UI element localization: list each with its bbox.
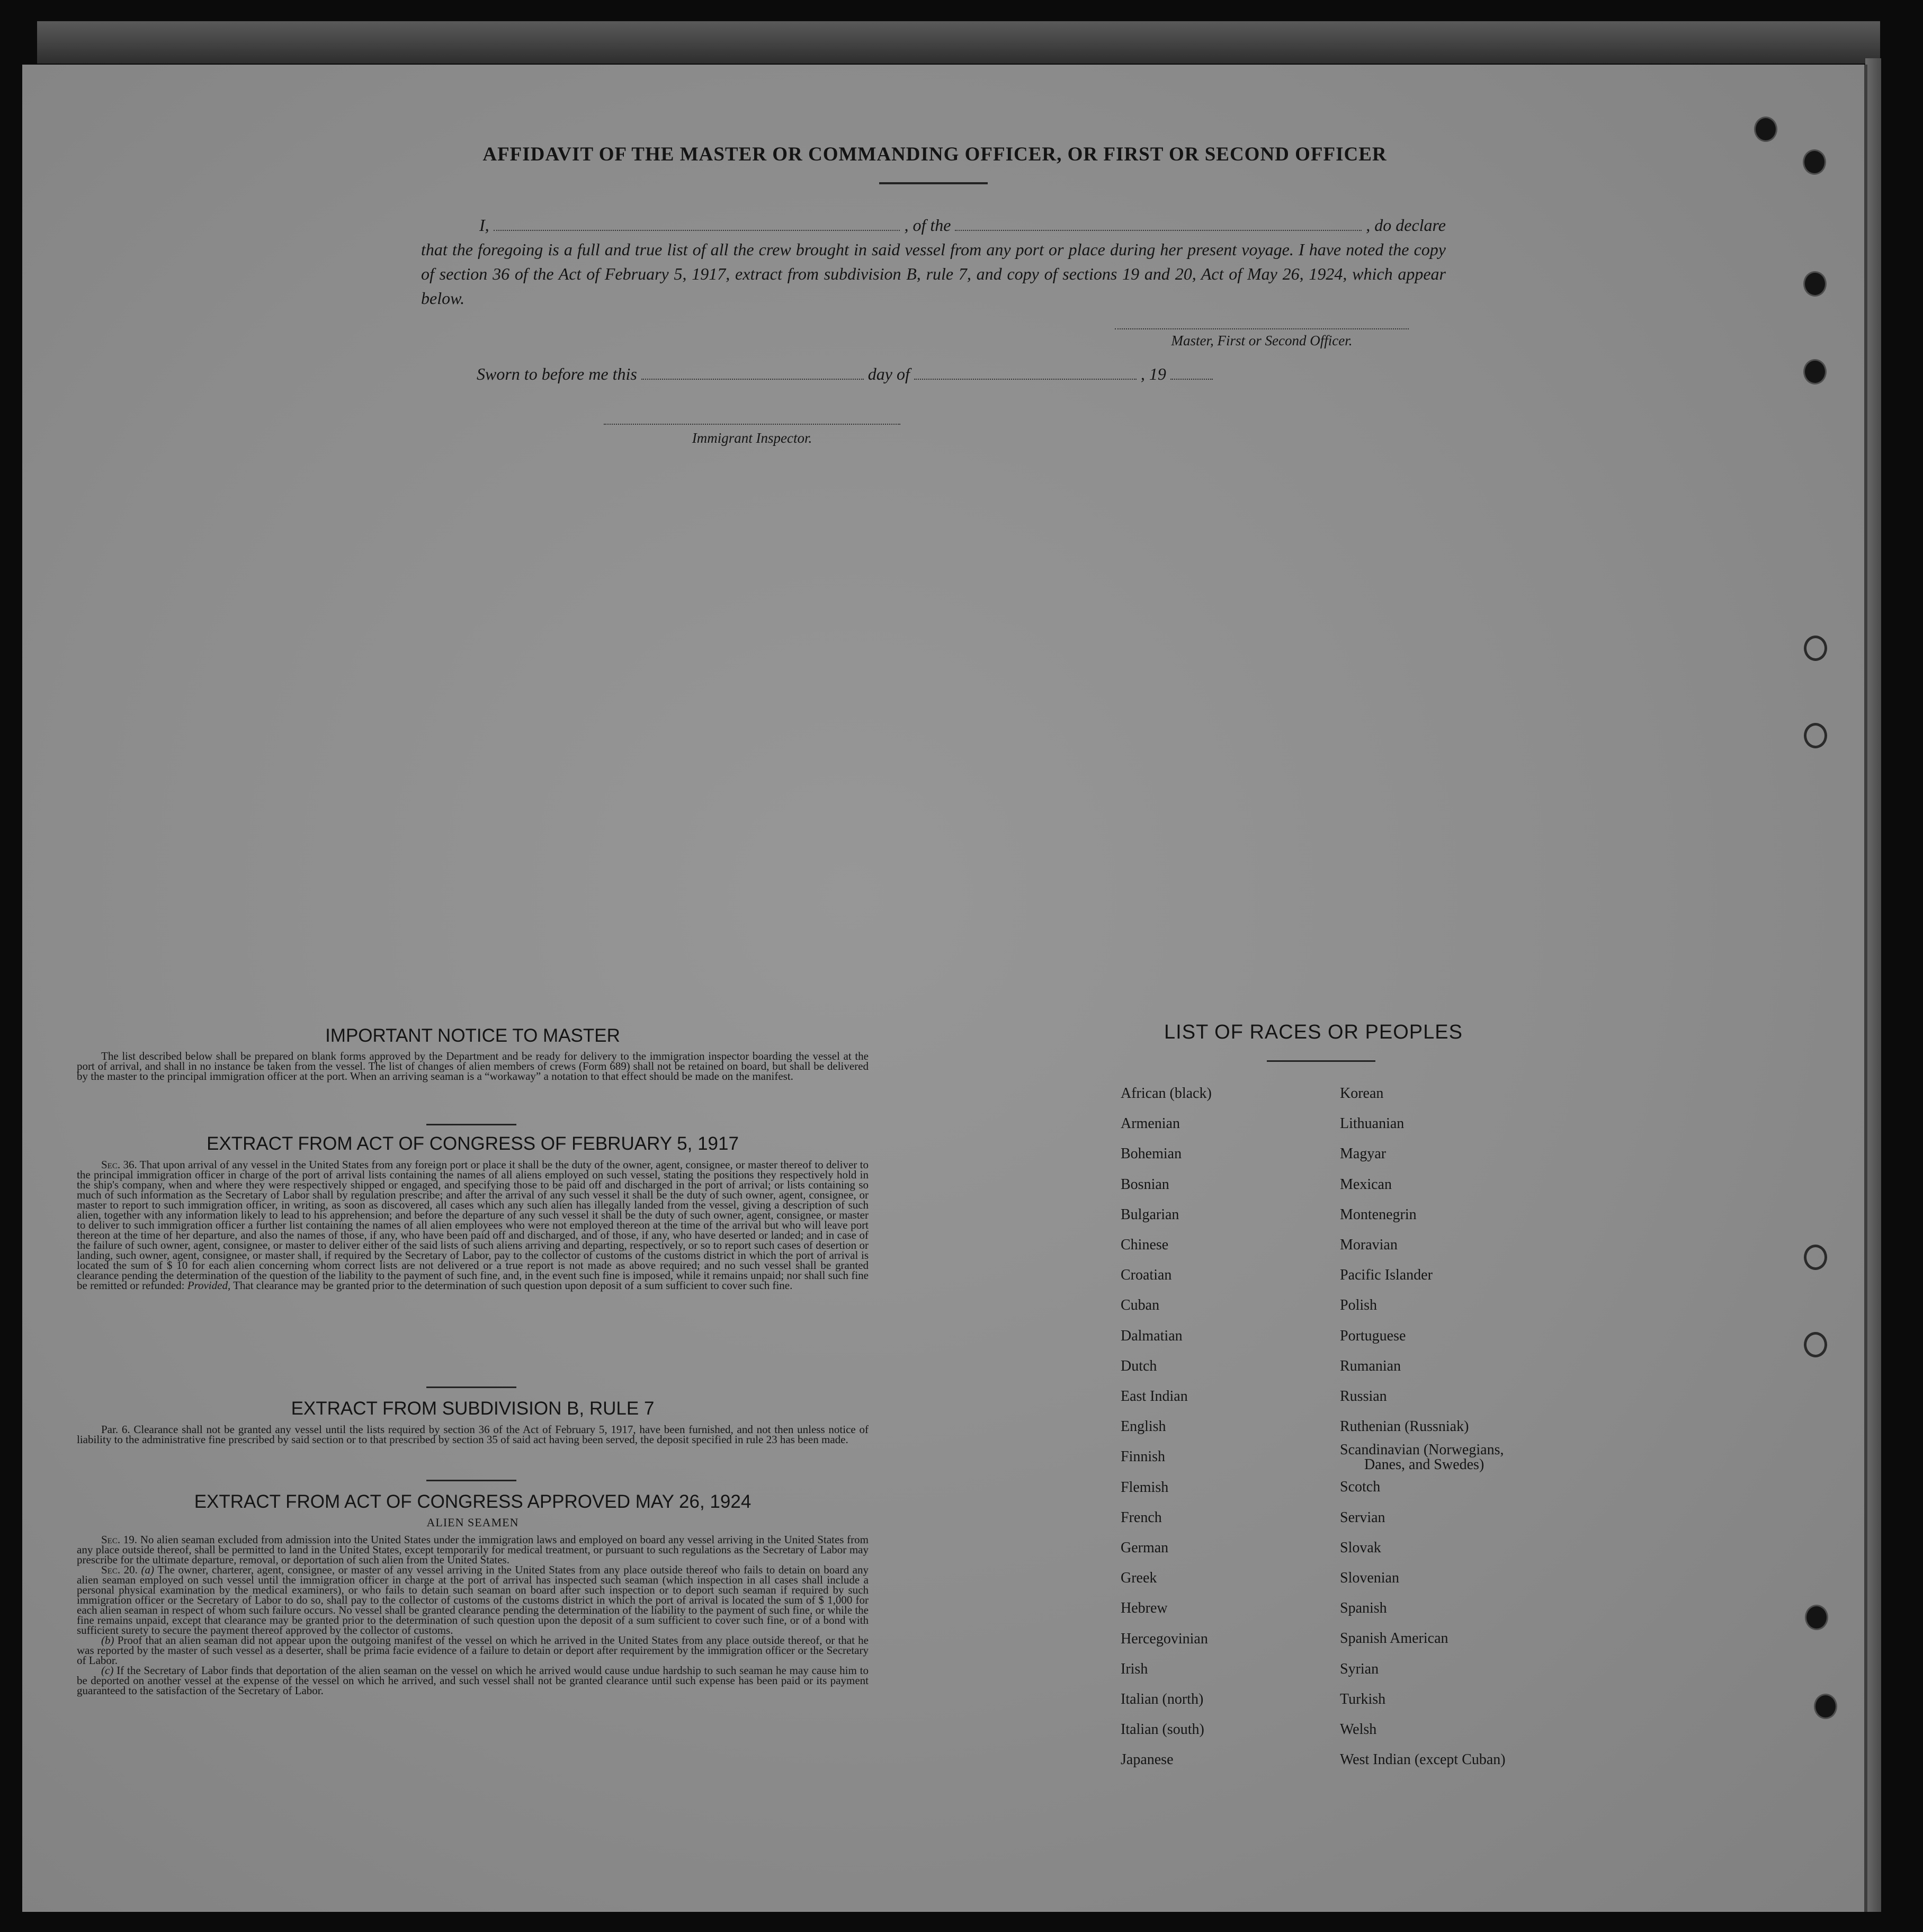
sec36-text: That upon arrival of any vessel in the United States from any foreign port or place it shall be the duty of the owner, agent, consignee, or master thereof to deliver to the principal immigration officer in charge of the port of arrival lists containing the names of all aliens employed on such vessel, stating the positions they respectively hold in the ship's company, when and where they were respectively shipped or engaged, and specifying those to be paid off and discharged in the port of arrival; or lists containing so much of such information as the Secretary of Labor shall by regulation prescribe; and after the arrival of any such vessel it shall be the duty of such owner, agent, consignee, or master to report to such immigration officer, in writing, as soon as discovered, all cases which any such alien has illegally landed from the vessel, giving a description of such alien, together with any information likely to lead to his apprehension; and before the departure of any such vessel it shall be the duty of such owner, agent, consignee, or master to deliver to such immigration officer a further list containing the names of all alien employees who were not employed thereon at the time of the arrival but who will leave port thereon at the time of her departure, and also the names of those, if any, who have been paid off and discharged, and of those, if any, who have deserted or landed; and in case of the failure of such owner, agent, consignee, or master to deliver either of the said lists of such aliens arriving and departing, respectively, or so to report such cases of desertion or landing, such owner, agent, consignee, or master shall, if required by the Secretary of Labor, pay to the collector of customs of the customs district in which the port of arrival is located the sum of $ 10 for each alien concerning whom correct lists are not delivered or a true report is not made as above required; and no such vessel shall be granted clearance pending the determination of the question of the liability to the payment of such fine, and, in the event such fine is imposed, while it remains unpaid; nor shall such fine be remitted or refunded:: [77, 1158, 869, 1292]
extract-1917-body: [77, 1160, 869, 1291]
sworn-day-of: day of: [867, 364, 910, 383]
alien-seamen-subheading: ALIEN SEAMEN: [426, 1516, 519, 1529]
race-item: Croatian: [1121, 1267, 1172, 1284]
sec19-label: Sec. 19.: [101, 1533, 138, 1546]
sec36-label: Sec. 36.: [101, 1158, 137, 1171]
declaration-line: [421, 213, 1446, 237]
race-item: Slovenian: [1340, 1570, 1399, 1587]
race-item: Moravian: [1340, 1237, 1398, 1254]
race-item: English: [1121, 1418, 1166, 1435]
section-divider: [426, 1480, 516, 1481]
race-item: Bohemian: [1121, 1146, 1182, 1162]
proviso-label: Provided,: [187, 1279, 231, 1292]
race-item: Hebrew: [1121, 1600, 1168, 1617]
races-heading: LIST OF RACES OR PEOPLES: [1164, 1021, 1463, 1043]
race-item: Chinese: [1121, 1237, 1169, 1254]
notice-text: The list described below shall be prepared on blank forms approved by the Department and be ready for delivery to the immigration inspector boarding the vessel at the port of arrival, and shall in no instance be taken from the vessel. The list of changes of alien members of crews (Form 689) shall not be retained on board, but shall be delivered by the master to the principal immigration officer at the port. When an arriving seaman is a “workaway” a notation to that effect should be made on the manifest.: [77, 1050, 869, 1083]
extract-rule7-heading: EXTRACT FROM SUBDIVISION B, RULE 7: [291, 1398, 655, 1419]
page-edge-strip: [1865, 58, 1881, 1912]
race-item: Mexican: [1340, 1176, 1392, 1193]
race-item: Danes, and Swedes): [1364, 1456, 1484, 1473]
race-item: Welsh: [1340, 1721, 1377, 1738]
declarant-name-field[interactable]: [494, 217, 900, 231]
races-column-2: [1340, 1078, 1573, 1775]
race-item: Bosnian: [1121, 1176, 1169, 1193]
sworn-line: [477, 364, 1239, 384]
race-item: Bulgarian: [1121, 1206, 1179, 1223]
race-item: Hercegovinian: [1121, 1630, 1208, 1647]
declare-suffix: , do declare: [1366, 216, 1446, 235]
race-item: Armenian: [1121, 1115, 1180, 1132]
vessel-name-field[interactable]: [955, 217, 1362, 231]
race-item: French: [1121, 1509, 1162, 1526]
master-signature-field[interactable]: [1115, 328, 1409, 329]
notice-heading: IMPORTANT NOTICE TO MASTER: [325, 1025, 620, 1046]
extract-rule7-body: [77, 1425, 869, 1445]
race-item: Portuguese: [1340, 1327, 1406, 1344]
race-item: Rumanian: [1340, 1357, 1401, 1374]
race-item: Slovak: [1340, 1539, 1381, 1556]
race-item: Spanish: [1340, 1600, 1387, 1617]
binder-hole: [1803, 359, 1827, 384]
binder-hole: [1803, 271, 1827, 297]
affidavit-body: [421, 213, 1446, 310]
race-item: Flemish: [1121, 1479, 1169, 1496]
extract-1924-body: [77, 1535, 869, 1696]
sec20b-label: (b): [101, 1634, 114, 1647]
sec20a-text: The owner, charterer, agent, consignee, or master of any vessel arriving in the United States from any place outside thereof who fails to detain on board any alien seaman employed on such vessel until the immigration officer in charge at the port of arrival has inspected such seaman (which inspection in all cases shall include a personal physical examination by the medical examiners), or who fails to detain such seaman on board after such inspection or to deport such seaman if required by such immigration officer or the Secretary of Labor to do so, shall pay to the collector of customs of the customs district in which the port of arrival is located the sum of $ 1,000 for each alien seaman in respect of whom such failure occurs. No vessel shall be granted clearance pending the determination of the liability to the payment of such fine, or while the fine remains unpaid, except that clearance may be granted prior to the determination of such question upon the deposit of a sum sufficient to cover such fine, or of a bond with sufficient surety to secure the payment thereof approved by the collector of customs.: [77, 1563, 869, 1636]
race-item: Dutch: [1121, 1357, 1157, 1374]
sworn-day-field[interactable]: [641, 366, 864, 380]
sec20c-text: If the Secretary of Labor finds that deportation of the alien seaman on the vessel on which he arrived would cause undue hardship to such seaman he may cause him to be deported on another vessel at the expense of the vessel on which he arrived, and such vessel shall not be granted clearance until such expense has been paid or its payment guaranteed to the satisfaction of the Secretary of Labor.: [77, 1664, 869, 1697]
race-item-two-line: [1340, 1442, 1573, 1472]
vessel-prefix: , of the: [904, 216, 951, 235]
race-item: African (black): [1121, 1085, 1212, 1102]
race-item: Greek: [1121, 1570, 1157, 1587]
section-divider: [426, 1124, 516, 1125]
race-item: Italian (south): [1121, 1721, 1204, 1738]
race-item: Polish: [1340, 1297, 1378, 1314]
sworn-year-prefix: , 19: [1140, 364, 1166, 383]
sec20c-label: (c): [101, 1664, 114, 1677]
binder-hole: [1803, 149, 1826, 175]
binder-ring: [1804, 636, 1827, 661]
race-item: Montenegrin: [1340, 1206, 1417, 1223]
inspector-label: Immigrant Inspector.: [692, 430, 812, 446]
race-item: Japanese: [1121, 1751, 1174, 1768]
section-divider: [426, 1387, 516, 1388]
race-item: Lithuanian: [1340, 1115, 1405, 1132]
declaration-text: that the foregoing is a full and true list of all the crew brought in said vessel from any port or place during her present voyage. I have noted the copy of section 36 of the Act of February 5, 1917, extract from subdivision B, rule 7, and copy of sections 19 and 20, Act of May 26, 1924, which appear below.: [421, 240, 1446, 308]
sworn-month-field[interactable]: [914, 366, 1137, 380]
race-item: Korean: [1340, 1085, 1384, 1102]
sworn-prefix: Sworn to before me this: [477, 364, 637, 383]
race-item: Syrian: [1340, 1660, 1379, 1677]
binder-hole: [1814, 1694, 1837, 1719]
race-item: Scandinavian (Norwegians,: [1340, 1442, 1504, 1459]
notice-body: [77, 1051, 869, 1081]
race-item: Spanish American: [1340, 1630, 1448, 1647]
race-item: Ruthenian (Russniak): [1340, 1418, 1469, 1435]
races-rule: [1267, 1060, 1375, 1062]
race-item: Magyar: [1340, 1146, 1387, 1162]
binder-hole: [1754, 117, 1777, 142]
binder-hole: [1805, 1605, 1828, 1630]
sec20a-label: (a): [141, 1563, 155, 1576]
races-column-1: [1121, 1078, 1322, 1775]
race-item: West Indian (except Cuban): [1340, 1751, 1506, 1768]
sec20-label: Sec. 20.: [101, 1563, 138, 1576]
affidavit-title: AFFIDAVIT OF THE MASTER OR COMMANDING OFFICER, OR FIRST OR SECOND OFFICER: [482, 144, 1387, 165]
sworn-year-field[interactable]: [1170, 366, 1213, 380]
race-item: Finnish: [1121, 1448, 1166, 1465]
rule7-text: Par. 6. Clearance shall not be granted any vessel until the lists required by section 36 of the Act of February 5, 1917, have been furnished, and not then unless notice of liability to the administrative fine prescribed by said section or to that prescribed by section 35 of said act having been served, the deposit specified in rule 23 has been made.: [77, 1423, 869, 1446]
binder-ring: [1804, 723, 1827, 748]
binding-shadow: [37, 21, 1880, 64]
race-item: Scotch: [1340, 1479, 1381, 1496]
race-item: Servian: [1340, 1509, 1385, 1526]
inspector-signature-field[interactable]: [604, 424, 900, 425]
sec20b-text: Proof that an alien seaman did not appear upon the outgoing manifest of the vessel on which he arrived in the United States from any place outside thereof, or that he was reported by the master of such vessel as a deserter, shall be prima facie evidence of a failure to detain or deport after requirement by the immigration officer or the Secretary of Labor.: [77, 1634, 869, 1667]
binder-ring: [1804, 1245, 1827, 1270]
proviso-text: That clearance may be granted prior to the determination of such question upon deposit of a sum sufficient to cover such fine.: [233, 1279, 793, 1292]
race-item: German: [1121, 1540, 1169, 1557]
master-signature-label: Master, First or Second Officer.: [1171, 333, 1353, 348]
race-item: Russian: [1340, 1388, 1387, 1405]
extract-1924-heading: EXTRACT FROM ACT OF CONGRESS APPROVED MAY 26, 1924: [194, 1491, 752, 1512]
race-item: Italian (north): [1121, 1691, 1204, 1708]
extract-1917-heading: EXTRACT FROM ACT OF CONGRESS OF FEBRUARY 5, 1917: [207, 1133, 739, 1154]
race-item: Irish: [1121, 1660, 1148, 1677]
declarant-prefix: I,: [479, 216, 489, 235]
race-item: East Indian: [1121, 1388, 1188, 1405]
race-item: Turkish: [1340, 1690, 1386, 1707]
race-item: Dalmatian: [1121, 1327, 1183, 1344]
race-item: Pacific Islander: [1340, 1267, 1433, 1284]
sec19-text: No alien seaman excluded from admission into the United States under the immigration laws and employed on board any vessel arriving in the United States from any place outside thereof, shall be permitted to land in the United States, except temporarily for medical treatment, or pursuant to such regulations as the Secretary of Labor may prescribe for the ultimate departure, removal, or deportation of such alien from the United States.: [77, 1533, 869, 1566]
binder-ring: [1804, 1332, 1827, 1357]
title-rule: [879, 182, 988, 184]
race-item: Cuban: [1121, 1297, 1160, 1314]
